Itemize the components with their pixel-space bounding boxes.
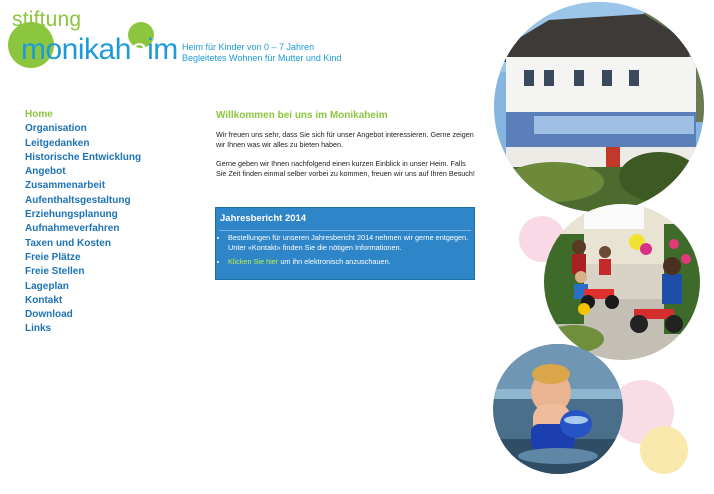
nav-item-leitgedanken[interactable]: Leitgedanken (25, 137, 90, 149)
view-report-text: um ihn elektronisch anzuschauen. (278, 257, 391, 266)
photo-baby-in-water (493, 344, 623, 474)
divider (219, 230, 471, 231)
photo-children-playing (544, 204, 700, 360)
intro-paragraph: Wir freuen uns sehr, dass Sie sich für unser Angebot interessieren. Gerne zeigen wir Ihnen was wir alles zu bieten haben. (216, 130, 474, 150)
nav-item-zusammenarbeit[interactable]: Zusammenarbeit (25, 180, 106, 192)
photo-house (494, 2, 704, 212)
annual-report-bullet-order: • Bestellungen für unseren Jahresbericht 2014 nehmen wir gerne entgegen. Unter «Kontakt» finden Sie die nötigen Informationen. (228, 233, 473, 253)
annual-report-bullet-view (228, 257, 473, 267)
visit-paragraph: Gerne geben wir Ihnen nachfolgend einen kurzen Einblick in unser Heim. Falls Sie Zeit finden einmal selber vorbei zu kommen, freuen wir uns auf Ihren Besuch! (216, 159, 475, 179)
logo-text-part: monikah (21, 33, 131, 66)
page-title: Willkommen bei uns im Monikaheim (216, 110, 388, 121)
nav-item-erziehungsplanung[interactable]: Erziehungsplanung (25, 209, 118, 221)
view-report-link[interactable]: Klicken Sie hier (228, 257, 279, 266)
nav-item-links[interactable]: Links (25, 323, 52, 335)
baby-image (493, 344, 623, 474)
nav-item-aufenthaltsgestaltung[interactable]: Aufenthaltsgestaltung (25, 194, 131, 206)
logo-text-part: e (130, 33, 148, 66)
nav-item-kontakt[interactable]: Kontakt (25, 294, 63, 306)
tagline-line-2: Begleitetes Wohnen für Mutter und Kind (182, 52, 342, 63)
nav-item-angebot[interactable]: Angebot (25, 166, 66, 178)
children-image (544, 204, 700, 360)
annual-report-list (218, 233, 473, 271)
nav-item-historische-entwicklung[interactable]: Historische Entwicklung (25, 151, 142, 163)
logo-text-stiftung[interactable]: stiftung (12, 8, 82, 31)
nav-item-home[interactable]: Home (25, 109, 53, 120)
nav-item-organisation[interactable]: Organisation (25, 123, 87, 135)
nav-item-download[interactable]: Download (25, 309, 73, 321)
nav-item-freie-stellen[interactable]: Freie Stellen (25, 266, 85, 278)
tagline (182, 42, 341, 63)
nav-item-taxen-und-kosten[interactable]: Taxen und Kosten (25, 237, 111, 249)
annual-report-title: Jahresbericht 2014 (220, 213, 307, 224)
nav-item-lageplan[interactable]: Lageplan (25, 280, 69, 292)
decorative-circle-yellow (640, 426, 688, 474)
logo-text-part: im (147, 33, 178, 66)
annual-report-box (215, 207, 475, 280)
logo-text-monikaheim[interactable] (21, 33, 178, 67)
tagline-line-1: Heim für Kinder von 0 – 7 Jahren (182, 42, 315, 52)
nav-item-aufnahmeverfahren[interactable]: Aufnahmeverfahren (25, 223, 120, 235)
nav-item-freie-plaetze[interactable]: Freie Plätze (25, 251, 81, 263)
sidebar-nav (25, 108, 141, 337)
house-image (494, 2, 704, 212)
